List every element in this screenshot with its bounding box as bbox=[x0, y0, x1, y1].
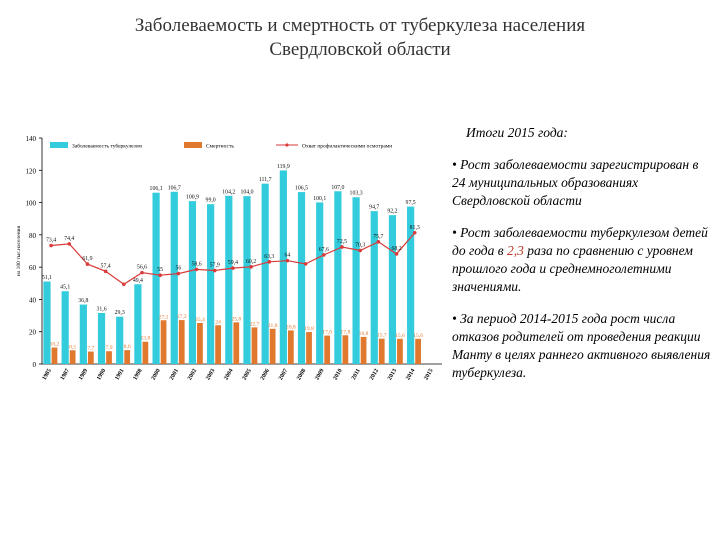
screening-point bbox=[177, 272, 181, 276]
mortality-label: 8,5 bbox=[69, 344, 77, 351]
incidence-label: 49,4 bbox=[132, 277, 143, 284]
x-tick-label: 1985 bbox=[41, 368, 53, 382]
y-tick-label: 80 bbox=[29, 231, 36, 240]
screening-point bbox=[49, 244, 53, 248]
incidence-bar bbox=[98, 313, 105, 364]
page-title-line1: Заболеваемость и смертность от туберкулеза населения bbox=[134, 15, 586, 36]
mortality-bar bbox=[161, 320, 167, 364]
incidence-label: 92,2 bbox=[387, 208, 398, 215]
screening-point bbox=[158, 273, 162, 277]
incidence-label: 100,9 bbox=[185, 194, 199, 201]
mortality-label: 15,7 bbox=[376, 332, 387, 339]
incidence-bar bbox=[152, 193, 159, 364]
mortality-label: 7,9 bbox=[105, 345, 113, 352]
summary-bullet-2-a: • Рост заболеваемости туберкулезом детей до года в bbox=[452, 225, 708, 258]
legend-label-incidence: Заболеваемость туберкулезом bbox=[72, 143, 142, 150]
incidence-bar bbox=[352, 197, 359, 364]
y-tick-label: 40 bbox=[29, 296, 36, 305]
mortality-bar bbox=[288, 330, 294, 364]
mortality-label: 15,6 bbox=[395, 332, 405, 339]
incidence-label: 106,5 bbox=[295, 185, 309, 192]
incidence-label: 104,0 bbox=[240, 189, 254, 196]
mortality-bar bbox=[397, 339, 403, 364]
screening-point bbox=[86, 262, 90, 266]
y-tick-label: 120 bbox=[25, 167, 36, 176]
screening-point bbox=[286, 259, 290, 263]
incidence-label: 94,7 bbox=[369, 204, 380, 211]
x-tick-label: 2015 bbox=[423, 368, 435, 382]
mortality-bar bbox=[106, 351, 112, 364]
mortality-label: 17,6 bbox=[322, 329, 333, 336]
incidence-bar bbox=[389, 215, 396, 364]
screening-label: 58,6 bbox=[191, 261, 202, 268]
screening-point bbox=[249, 265, 253, 269]
x-tick-label: 1989 bbox=[77, 368, 90, 382]
mortality-bar bbox=[379, 339, 385, 364]
x-tick-label: 2000 bbox=[150, 368, 162, 382]
incidence-bar bbox=[316, 202, 323, 364]
legend-label-mortality: Смертность bbox=[206, 143, 234, 150]
screening-point bbox=[377, 240, 381, 244]
x-tick-label: 2008 bbox=[296, 368, 308, 382]
screening-label: 72,5 bbox=[336, 238, 348, 245]
incidence-label: 51,1 bbox=[41, 275, 53, 282]
mortality-label: 20,8 bbox=[285, 324, 296, 331]
incidence-bar bbox=[62, 291, 69, 364]
screening-point bbox=[104, 270, 108, 274]
mortality-bar bbox=[306, 332, 312, 364]
incidence-bar bbox=[243, 196, 250, 364]
screening-label: 67,6 bbox=[318, 246, 329, 253]
incidence-bar bbox=[207, 204, 214, 364]
screening-point bbox=[340, 245, 344, 249]
x-tick-label: 2013 bbox=[387, 368, 399, 382]
mortality-bar bbox=[179, 320, 185, 364]
chart-marks bbox=[42, 164, 423, 364]
x-tick-label: 1998 bbox=[132, 368, 144, 382]
x-tick-label: 2002 bbox=[187, 368, 199, 382]
screening-label: 59,4 bbox=[227, 260, 238, 267]
mortality-bar bbox=[52, 348, 58, 364]
mortality-label: 7,7 bbox=[87, 345, 95, 352]
screening-label: 56,6 bbox=[136, 264, 148, 271]
tb-chart bbox=[14, 128, 446, 388]
mortality-bar bbox=[215, 325, 221, 364]
incidence-label: 107,0 bbox=[331, 184, 345, 191]
y-axis-label: на 100 тыс.населения bbox=[16, 225, 22, 277]
screening-label: 55 bbox=[157, 267, 164, 274]
incidence-label: 100,1 bbox=[313, 195, 327, 202]
summary-bullet-3: • За период 2014-2015 года рост числа отказов родителей от проведения реакции Манту в целях раннего активного выявления туберкулеза. bbox=[452, 311, 711, 380]
x-tick-label: 2005 bbox=[241, 368, 253, 382]
x-tick-label: 2007 bbox=[277, 368, 290, 382]
chart-legend bbox=[50, 142, 392, 150]
screening-point bbox=[267, 260, 271, 264]
x-tick-label: 1987 bbox=[59, 368, 72, 382]
incidence-bar bbox=[334, 191, 341, 364]
screening-label: 56 bbox=[175, 265, 182, 272]
mortality-label: 17,8 bbox=[340, 329, 351, 336]
incidence-bar bbox=[262, 184, 269, 364]
mortality-bar bbox=[343, 335, 349, 364]
incidence-label: 31,6 bbox=[96, 306, 107, 313]
page-title bbox=[0, 14, 720, 62]
screening-label: 57,4 bbox=[100, 263, 111, 270]
mortality-label: 16,8 bbox=[358, 330, 369, 337]
mortality-label: 25,4 bbox=[195, 316, 205, 323]
incidence-bar bbox=[80, 305, 87, 364]
screening-label: 63,3 bbox=[264, 253, 275, 260]
summary-heading: Итоги 2015 года: bbox=[466, 125, 568, 140]
incidence-bar bbox=[116, 317, 123, 364]
screening-label: 81,3 bbox=[409, 224, 420, 231]
screening-point bbox=[395, 252, 399, 256]
y-tick-label: 100 bbox=[25, 199, 36, 208]
x-tick-label: 2010 bbox=[332, 368, 344, 382]
page-title-line2: Свердловской области bbox=[269, 39, 451, 60]
x-tick-label: 2003 bbox=[205, 368, 217, 382]
incidence-label: 111,7 bbox=[258, 177, 272, 184]
screening-point bbox=[67, 242, 71, 246]
summary-panel bbox=[452, 124, 714, 396]
legend-marker-screening bbox=[285, 143, 288, 146]
x-tick-label: 2014 bbox=[405, 368, 417, 382]
x-tick-label: 1990 bbox=[96, 368, 108, 382]
legend-label-screening: Охват профилактическими осмотрами bbox=[302, 143, 393, 150]
incidence-bar bbox=[171, 192, 178, 364]
incidence-label: 119,9 bbox=[276, 163, 290, 170]
summary-bullet-2-highlight: 2,3 bbox=[506, 243, 524, 258]
incidence-bar bbox=[298, 192, 305, 364]
mortality-bar bbox=[70, 350, 76, 364]
legend-swatch-mortality bbox=[184, 142, 202, 148]
mortality-bar bbox=[270, 329, 276, 364]
screening-point bbox=[195, 268, 199, 272]
screening-label: 70,3 bbox=[355, 242, 366, 249]
mortality-bar bbox=[361, 337, 367, 364]
screening-line bbox=[51, 233, 415, 284]
incidence-bar bbox=[225, 196, 232, 364]
mortality-label: 19,8 bbox=[304, 326, 314, 333]
x-tick-label: 1991 bbox=[114, 368, 126, 382]
incidence-label: 29,3 bbox=[114, 310, 125, 317]
incidence-label: 106,1 bbox=[149, 186, 163, 193]
y-tick-label: 60 bbox=[29, 264, 36, 273]
screening-point bbox=[413, 231, 417, 235]
incidence-label: 104,2 bbox=[222, 189, 236, 196]
mortality-bar bbox=[252, 327, 258, 364]
incidence-bar bbox=[134, 284, 141, 364]
incidence-label: 97,5 bbox=[405, 200, 416, 207]
x-tick-label: 2012 bbox=[368, 368, 381, 382]
x-tick-label: 2004 bbox=[223, 368, 235, 382]
y-tick-label: 140 bbox=[25, 135, 36, 143]
x-tick-label: 2006 bbox=[259, 368, 272, 382]
x-tick-label: 2001 bbox=[168, 368, 181, 382]
mortality-label: 10,2 bbox=[49, 341, 60, 348]
mortality-label: 27,1 bbox=[158, 314, 169, 321]
y-tick-label: 0 bbox=[32, 361, 36, 369]
mortality-bar bbox=[124, 350, 130, 364]
mortality-label: 13,8 bbox=[140, 335, 151, 342]
incidence-label: 99,0 bbox=[205, 197, 216, 204]
screening-label: 74,4 bbox=[64, 235, 75, 242]
mortality-bar bbox=[143, 342, 149, 364]
screening-point bbox=[358, 249, 362, 253]
mortality-bar bbox=[88, 352, 94, 364]
mortality-label: 21,8 bbox=[267, 322, 278, 329]
mortality-bar bbox=[233, 322, 239, 364]
mortality-label: 15,6 bbox=[413, 332, 424, 339]
screening-point bbox=[213, 269, 217, 273]
screening-label: 64 bbox=[284, 252, 291, 259]
mortality-label: 8,6 bbox=[123, 344, 131, 351]
mortality-label: 27,2 bbox=[176, 314, 187, 321]
mortality-label: 22,7 bbox=[249, 321, 260, 328]
incidence-label: 103,3 bbox=[349, 190, 363, 197]
screening-label: 68,2 bbox=[391, 245, 402, 252]
mortality-bar bbox=[324, 336, 330, 364]
incidence-label: 106,7 bbox=[167, 185, 181, 192]
summary-bullet-1: • Рост заболеваемости зарегистрирован в 24 муниципальных образованиях Свердловской области bbox=[452, 157, 699, 208]
screening-label: 75,7 bbox=[373, 233, 384, 240]
legend-swatch-incidence bbox=[50, 142, 68, 148]
screening-label: 61,9 bbox=[82, 256, 93, 263]
screening-point bbox=[122, 282, 126, 286]
screening-point bbox=[322, 253, 326, 257]
mortality-bar bbox=[415, 339, 421, 364]
mortality-label: 25,8 bbox=[231, 316, 242, 323]
screening-point bbox=[304, 262, 308, 266]
summary-bullet-2 bbox=[452, 224, 714, 296]
incidence-label: 45,1 bbox=[60, 284, 71, 291]
screening-label: 73,4 bbox=[46, 237, 57, 244]
screening-point bbox=[140, 271, 144, 275]
summary-bullet-2-b: раза по сравнению с уровнем прошлого года и среднемноголетними значениями. bbox=[452, 243, 693, 294]
x-tick-label: 2009 bbox=[314, 368, 326, 382]
y-tick-label: 20 bbox=[29, 328, 36, 337]
x-tick-label: 2011 bbox=[350, 368, 362, 382]
screening-point bbox=[231, 266, 235, 270]
screening-label: 60,2 bbox=[246, 258, 257, 265]
incidence-bar bbox=[189, 201, 196, 364]
mortality-label: 24 bbox=[215, 319, 221, 326]
screening-label: 57,9 bbox=[209, 262, 220, 269]
incidence-label: 36,8 bbox=[78, 298, 89, 305]
incidence-bar bbox=[43, 282, 50, 364]
mortality-bar bbox=[197, 323, 203, 364]
incidence-bar bbox=[280, 170, 287, 364]
